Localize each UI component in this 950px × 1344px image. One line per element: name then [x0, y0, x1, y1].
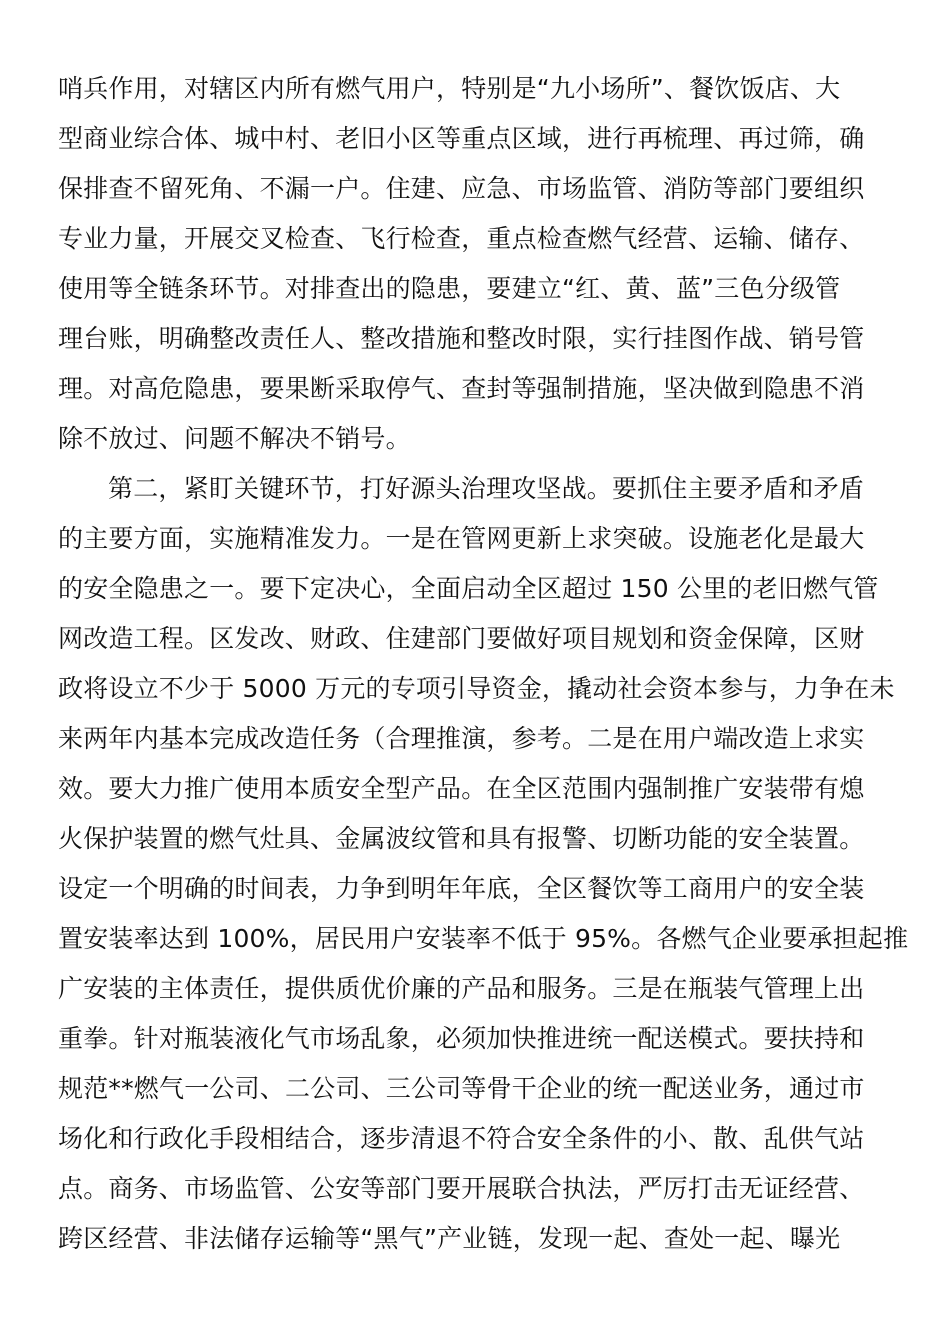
text-line: 政将设立不少于 5000 万元的专项引导资金，撬动社会资本参与，力争在未: [58, 674, 895, 703]
text-line: 规范**燃气一公司、二公司、三公司等骨干企业的统一配送业务，通过市: [58, 1074, 865, 1103]
text-line: 设定一个明确的时间表，力争到明年年底，全区餐饮等工商用户的安全装: [58, 874, 865, 903]
text-line: 火保护装置的燃气灶具、金属波纹管和具有报警、切断功能的安全装置。: [58, 824, 865, 853]
text-line: 置安装率达到 100%，居民用户安装率不低于 95%。各燃气企业要承担起推: [58, 924, 909, 953]
text-line: 跨区经营、非法储存运输等“黑气”产业链，发现一起、查处一起、曝光: [58, 1224, 841, 1253]
text-line: 效。要大力推广使用本质安全型产品。在全区范围内强制推广安装带有熄: [58, 774, 865, 803]
text-line: 第二，紧盯关键环节，打好源头治理攻坚战。要抓住主要矛盾和矛盾: [108, 474, 865, 503]
text-line: 理台账，明确整改责任人、整改措施和整改时限，实行挂图作战、销号管: [58, 324, 865, 353]
text-line: 场化和行政化手段相结合，逐步清退不符合安全条件的小、散、乱供气站: [58, 1124, 865, 1153]
text-line: 重拳。针对瓶装液化气市场乱象，必须加快推进统一配送模式。要扶持和: [58, 1024, 865, 1053]
text-line: 专业力量，开展交叉检查、飞行检查，重点检查燃气经营、运输、储存、: [58, 224, 865, 253]
text-line: 理。对高危隐患，要果断采取停气、查封等强制措施，坚决做到隐患不消: [58, 374, 865, 403]
text-line: 哨兵作用，对辖区内所有燃气用户，特别是“九小场所”、餐饮饭店、大: [58, 74, 841, 103]
text-line: 保排查不留死角、不漏一户。住建、应急、市场监管、消防等部门要组织: [58, 174, 865, 203]
paragraph-second: [58, 464, 909, 1264]
text-line: 网改造工程。区发改、财政、住建部门要做好项目规划和资金保障，区财: [58, 624, 865, 653]
document-body: [58, 64, 909, 1264]
text-line: 点。商务、市场监管、公安等部门要开展联合执法，严厉打击无证经营、: [58, 1174, 865, 1203]
text-line: 的安全隐患之一。要下定决心，全面启动全区超过 150 公里的老旧燃气管: [58, 574, 879, 603]
text-line: 使用等全链条环节。对排查出的隐患，要建立“红、黄、蓝”三色分级管: [58, 274, 841, 303]
text-line: 来两年内基本完成改造任务（合理推演，参考。二是在用户端改造上求实: [58, 724, 865, 753]
text-line: 广安装的主体责任，提供质优价廉的产品和服务。三是在瓶装气管理上出: [58, 974, 865, 1003]
text-line: 型商业综合体、城中村、老旧小区等重点区域，进行再梳理、再过筛，确: [58, 124, 865, 153]
text-line: 除不放过、问题不解决不销号。: [58, 424, 411, 453]
text-line: 的主要方面，实施精准发力。一是在管网更新上求突破。设施老化是最大: [58, 524, 865, 553]
paragraph-continued: [58, 64, 892, 464]
